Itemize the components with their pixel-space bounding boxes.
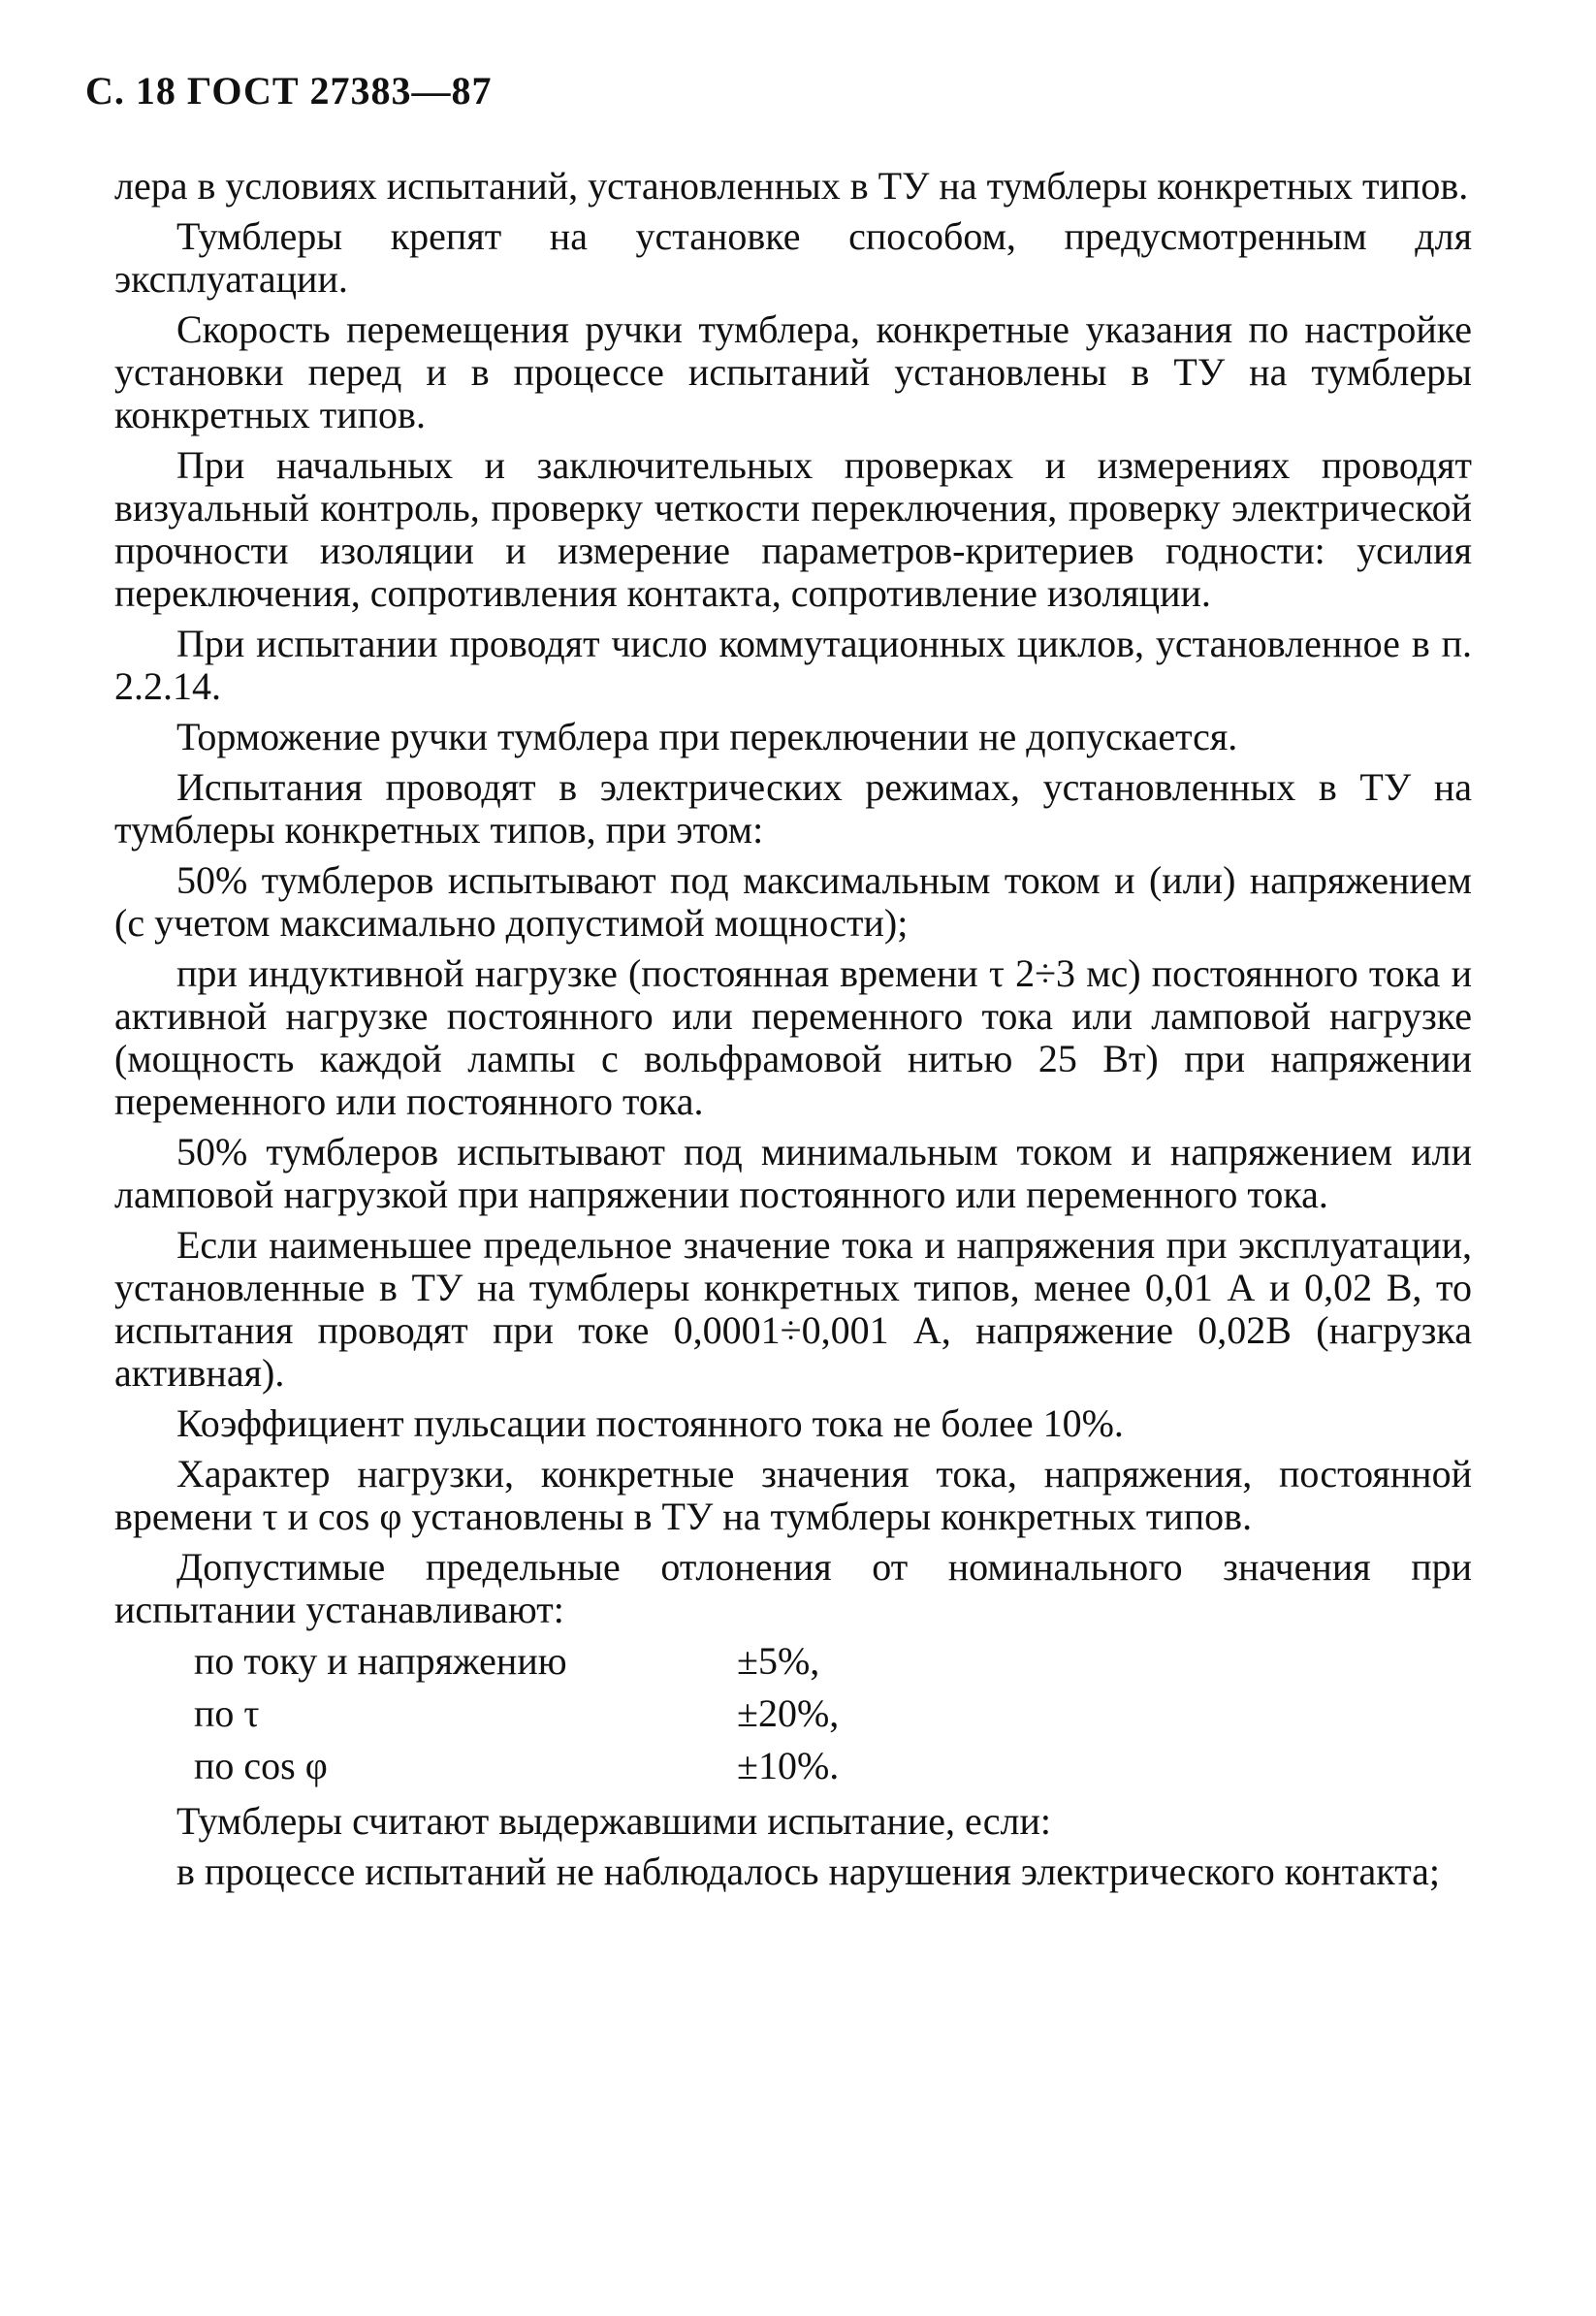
tolerance-value: ±20%, — [737, 1691, 840, 1735]
paragraph: Испытания проводят в электрических режимах, установленных в ТУ на тумблеры конкретных типов, при этом: — [114, 765, 1472, 852]
document-body — [114, 165, 1472, 1901]
paragraph: в процессе испытаний не наблюдалось нарушения электрического контакта; — [176, 1850, 1441, 1893]
paragraph: Характер нагрузки, конкретные значения тока, напряжения, постоянной времени τ и cos φ установлены в ТУ на тумблеры конкретных типов. — [114, 1452, 1472, 1538]
paragraph: Тумблеры считают выдержавшими испытание, если: — [176, 1799, 1051, 1843]
tolerance-value: ±10%. — [737, 1744, 840, 1787]
paragraph: лера в условиях испытаний, установленных в ТУ на тумблеры конкретных типов. — [114, 164, 1469, 208]
tolerance-list — [194, 1635, 931, 1792]
tolerance-value: ±5%, — [737, 1639, 820, 1683]
paragraph: 50% тумблеров испытывают под максимальным током и (или) напряжением (с учетом максимально допустимой мощности); — [114, 858, 1472, 945]
paragraph: Допустимые предельные отлонения от номинального значения при испытании устанавливают: — [114, 1545, 1472, 1631]
paragraph: Скорость перемещения ручки тумблера, конкретные указания по настройке установки перед и в процессе испытаний установлены в ТУ на тумблеры конкретных типов. — [114, 307, 1472, 436]
paragraph: При начальных и заключительных проверках и измерениях проводят визуальный контроль, проверку четкости переключения, проверку электрической прочности изоляции и измерение параметров-критериев годности: усилия переключения, сопротивления контакта, сопротивление изоляции. — [114, 443, 1472, 615]
tolerance-row — [194, 1688, 931, 1740]
paragraph: Если наименьшее предельное значение тока и напряжения при эксплуатации, установленные в ТУ на тумблеры конкретных типов, менее 0,01 А и 0,02 В, то испытания проводят при токе 0,0001÷0,001 А, напряжение 0,02В (нагрузка активная). — [114, 1223, 1472, 1395]
paragraph: При испытании проводят число коммутационных циклов, установленное в п. 2.2.14. — [114, 622, 1472, 708]
paragraph: Коэффициент пульсации постоянного тока не более 10%. — [176, 1401, 1124, 1445]
tolerance-label: по τ — [194, 1691, 260, 1735]
tolerance-row — [194, 1740, 931, 1792]
tolerance-label: по току и напряжению — [194, 1639, 567, 1683]
paragraph: 50% тумблеров испытывают под минимальным током и напряжением или ламповой нагрузкой при напряжении постоянного или переменного тока. — [114, 1130, 1472, 1216]
tolerance-label: по cos φ — [194, 1744, 328, 1787]
page-header: С. 18 ГОСТ 27383—87 — [85, 69, 493, 113]
paragraph: Тумблеры крепят на установке способом, предусмотренным для эксплуатации. — [114, 214, 1472, 301]
paragraph: Торможение ручки тумблера при переключении не допускается. — [176, 715, 1238, 758]
tolerance-row — [194, 1635, 931, 1688]
paragraph: при индуктивной нагрузке (постоянная времени τ 2÷3 мс) постоянного тока и активной нагрузке постоянного или переменного тока или ламповой нагрузке (мощность каждой лампы с вольфрамовой нитью 25 Вт) при напряжении переменного или постоянного тока. — [114, 951, 1472, 1123]
